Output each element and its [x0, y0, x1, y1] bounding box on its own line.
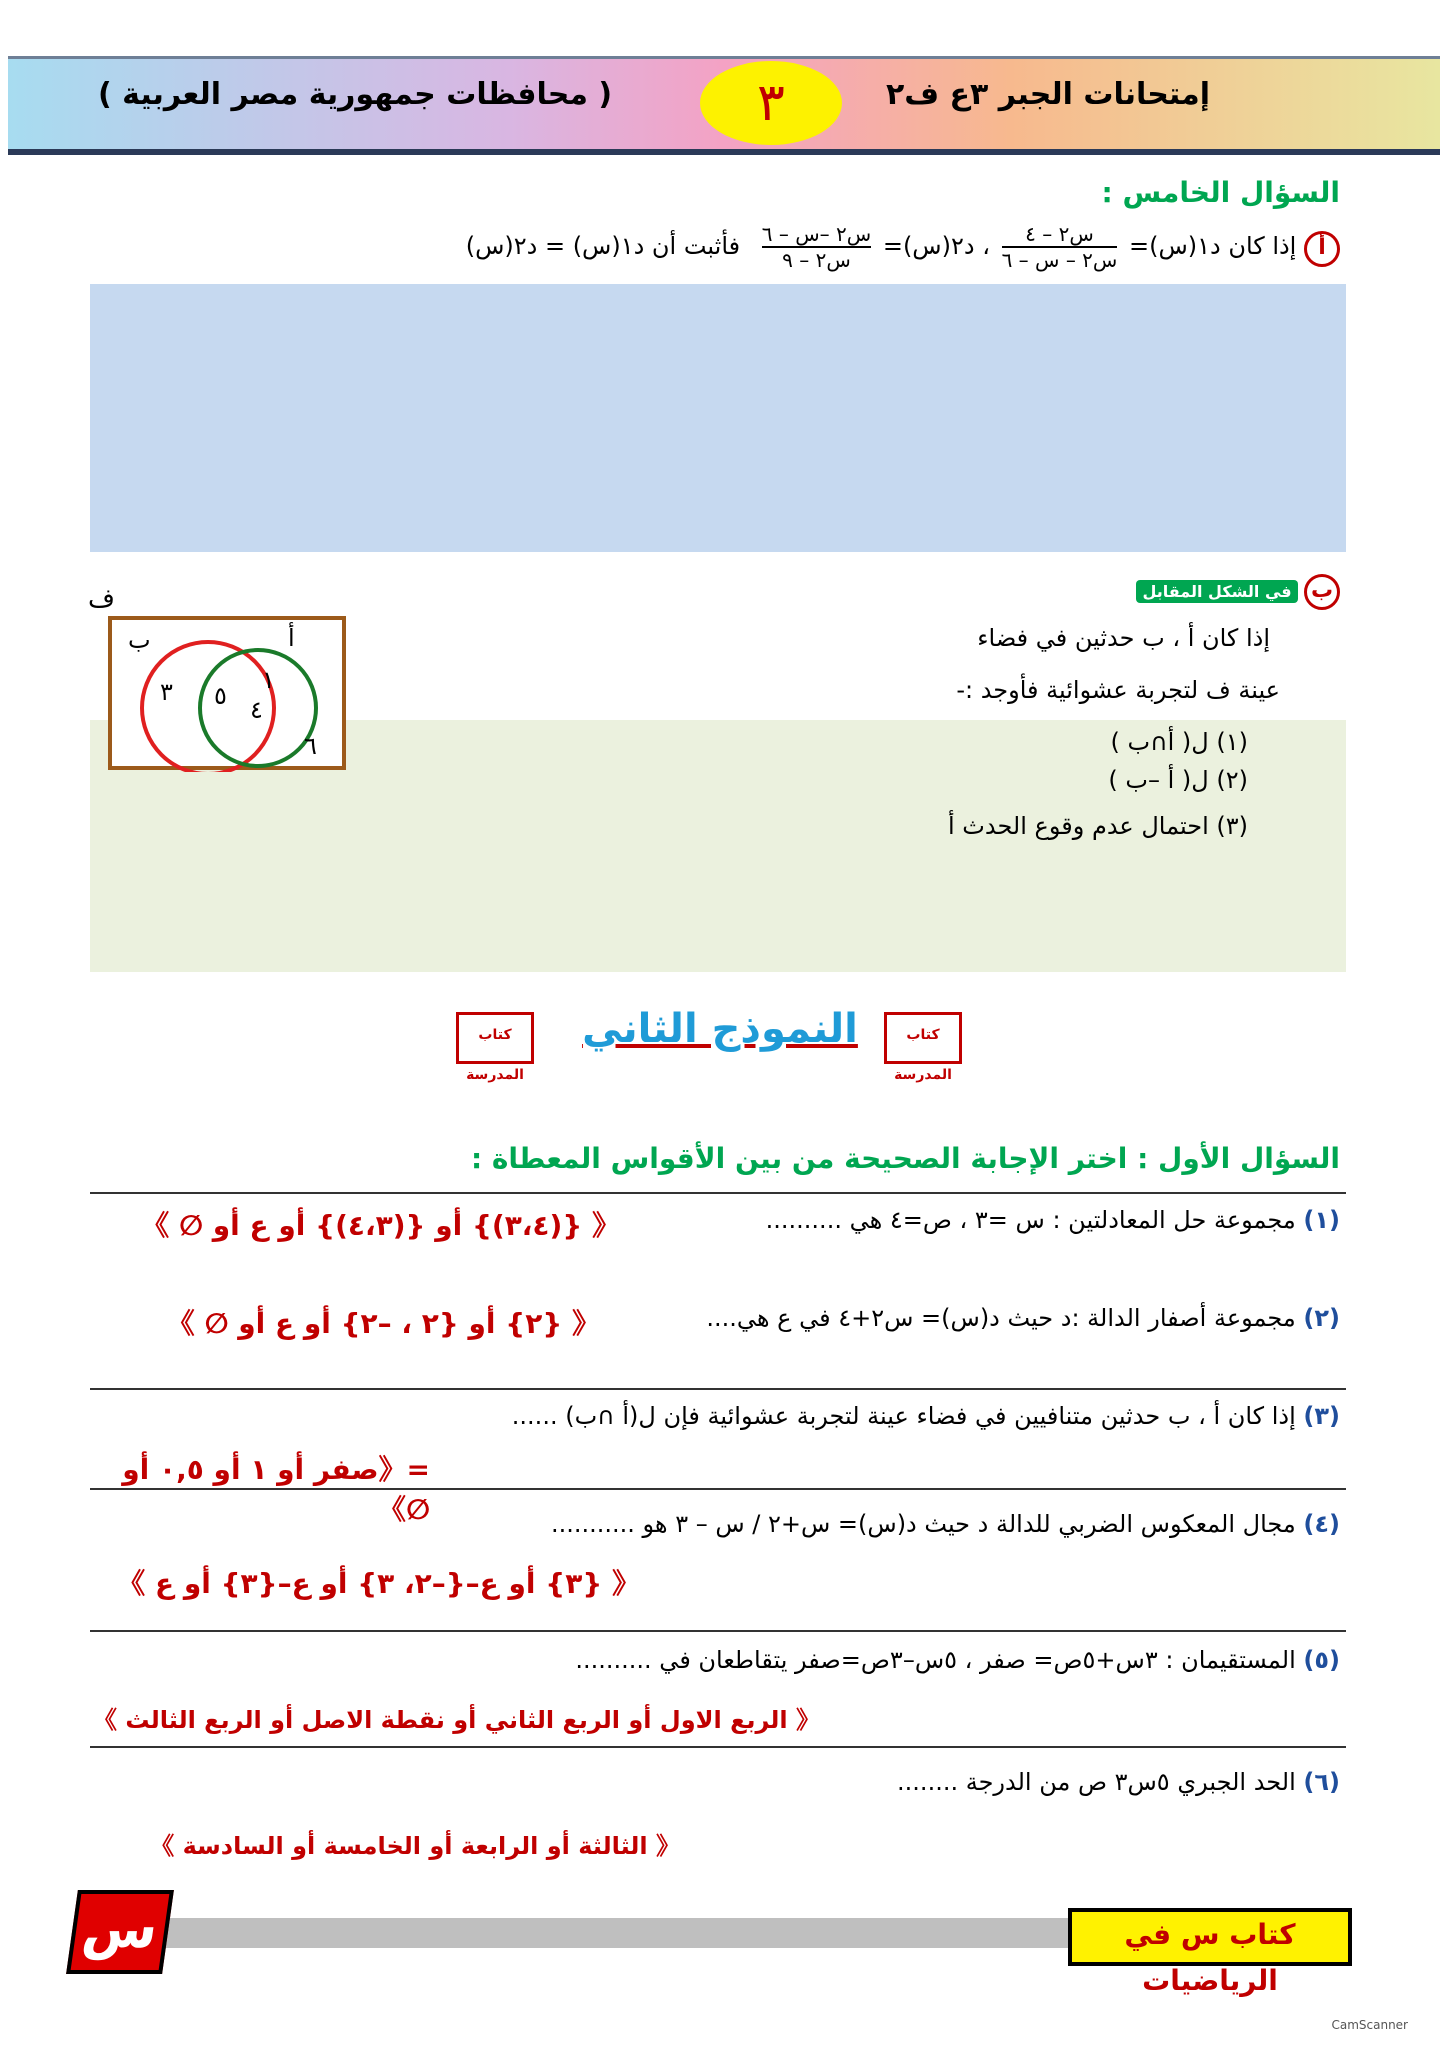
- q1-item-1-options[interactable]: 《 {(٣،٤)} أو {(٤،٣)} أو ع أو ∅ 》: [141, 1209, 620, 1242]
- book-icon-left: كتاب المدرسة: [456, 1012, 534, 1083]
- item-text: المستقيمان : ٣س+٥ص= صفر ، ٥س–٣ص=صفر يتقاطعان في ..........: [575, 1646, 1296, 1674]
- q1-item-4: [551, 1510, 1340, 1538]
- model-title: النموذج الثاني: [582, 1006, 858, 1052]
- page-number: ٣: [700, 61, 842, 145]
- brand-logo: س: [66, 1890, 174, 1974]
- venn-label-b: ب: [128, 626, 151, 654]
- venn-value-outside: ٦: [304, 732, 317, 760]
- part-b-item-2: (٢) ل( أ –ب ): [1108, 766, 1248, 794]
- item-text: مجموعة حل المعادلتين : س =٣ ، ص=٤ هي ..........: [765, 1206, 1296, 1234]
- part-b-item-3: (٣) احتمال عدم وقوع الحدث أ: [947, 812, 1248, 840]
- item-number: (٢): [1303, 1304, 1340, 1332]
- figure-badge: في الشكل المقابل: [1136, 580, 1297, 603]
- exam-title: إمتحانات الجبر ٣ع ف٢: [885, 77, 1210, 112]
- scanner-watermark: CamScanner: [1331, 2018, 1408, 2032]
- item-number: (٤): [1303, 1510, 1340, 1538]
- part-a-intro: إذا كان د١(س)=: [1128, 232, 1297, 260]
- q5-part-b-head: [1136, 574, 1340, 610]
- divider: [90, 1388, 1346, 1390]
- fraction-1: [1002, 222, 1118, 272]
- part-b-line-2: عينة ف لتجربة عشوائية فأوجد :-: [956, 676, 1280, 704]
- q1-item-1: [766, 1206, 1340, 1234]
- venn-space-label: ف: [88, 584, 115, 614]
- venn-value-intersection: ٥: [214, 682, 227, 710]
- venn-value-b-only: ٣: [160, 678, 173, 706]
- fraction-2: [762, 222, 871, 272]
- q1-item-5-options[interactable]: 《 الربع الاول أو الربع الثاني أو نقطة الاصل أو الربع الثالث 》: [93, 1706, 820, 1734]
- q1-item-2: [706, 1304, 1340, 1332]
- fraction-1-numerator: س٢ – ٤: [1002, 222, 1118, 248]
- item-number: (٥): [1303, 1646, 1340, 1674]
- q1-item-3-options[interactable]: =《صفر أو ١ أو ٠,٥ أو ∅》: [122, 1453, 430, 1526]
- separator: ،: [982, 232, 990, 260]
- item-number: (١): [1303, 1206, 1340, 1234]
- footer-book-title: كتاب س في الرياضيات: [1068, 1908, 1352, 1966]
- q1-item-6-options[interactable]: 《 الثالثة أو الرابعة أو الخامسة أو السادسة 》: [150, 1832, 680, 1860]
- venn-value-a-only-2: ٤: [250, 696, 263, 724]
- item-text: مجموعة أصفار الدالة :د حيث د(س)= س٢+٤ في ع هي....: [706, 1304, 1296, 1332]
- part-b-item-1: (١) ل( أ∩ب ): [1110, 728, 1248, 756]
- item-number: (٣): [1303, 1402, 1340, 1430]
- part-b-label: ب: [1304, 574, 1340, 610]
- page-header: [8, 56, 1440, 155]
- exam-subtitle: ( محافظات جمهورية مصر العربية ): [98, 77, 613, 112]
- q5-part-a: [140, 222, 1340, 282]
- fraction-2-numerator: س٢ –س – ٦: [761, 222, 872, 246]
- book-icon-right: كتاب المدرسة: [884, 1012, 962, 1083]
- divider: [90, 1192, 1346, 1194]
- part-a-label: أ: [1304, 231, 1340, 267]
- item-number: (٦): [1303, 1768, 1340, 1796]
- part-b-line-1: إذا كان أ ، ب حدثين في فضاء: [977, 624, 1270, 652]
- divider: [90, 1746, 1346, 1748]
- q1-item-3: [512, 1402, 1340, 1430]
- item-text: مجال المعكوس الضربي للدالة د حيث د(س)= س+٢ / س – ٣ هو ...........: [550, 1510, 1296, 1538]
- prove-text: فأثبت أن د١(س) = د٢(س): [465, 232, 741, 260]
- q1-item-6: [897, 1768, 1340, 1796]
- venn-value-a-only-1: ١: [262, 666, 275, 694]
- d2-label: د٢(س)=: [882, 232, 975, 260]
- answer-area-a[interactable]: [90, 284, 1346, 552]
- item-text: إذا كان أ ، ب حدثين متنافيين في فضاء عينة لتجربة عشوائية فإن ل(أ ∩ب) ......: [511, 1402, 1296, 1430]
- q1-item-2-options[interactable]: 《 {٢} أو {٢ ، –٢} أو ع أو ∅ 》: [166, 1307, 600, 1340]
- q5-heading: السؤال الخامس :: [1101, 176, 1340, 209]
- item-text: الحد الجبري ٥س٣ ص من الدرجة ........: [897, 1768, 1296, 1796]
- q1-item-5: [575, 1646, 1340, 1674]
- divider: [90, 1630, 1346, 1632]
- divider: [90, 1488, 1346, 1490]
- fraction-1-denominator: س٢ – س – ٦: [1001, 248, 1118, 272]
- q1-heading: السؤال الأول : اختر الإجابة الصحيحة من بين الأقواس المعطاة :: [470, 1142, 1340, 1175]
- venn-label-a: أ: [288, 624, 295, 652]
- fraction-2-denominator: س٢ – ٩: [782, 248, 851, 272]
- q1-item-4-options[interactable]: 《 {٣} أو ع–{–٢، ٣} أو ع–{٣} أو ع 》: [117, 1567, 640, 1600]
